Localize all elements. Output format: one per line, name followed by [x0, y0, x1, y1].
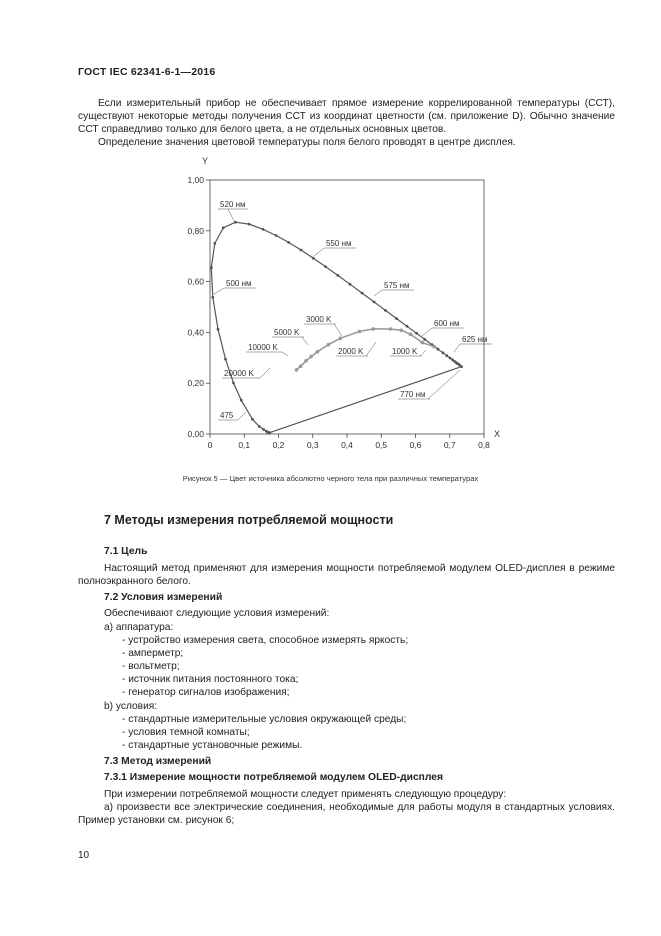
- list-item: - вольтметр;: [122, 661, 180, 672]
- series-point: [442, 351, 445, 354]
- series-point: [299, 364, 303, 368]
- conditions-list: [122, 713, 406, 752]
- intro-paragraph-2: Определение значения цветовой температуры поля белого проводят в центре дисплея.: [98, 137, 516, 148]
- series-point: [371, 327, 375, 331]
- label-575-text: 575 нм: [384, 281, 410, 290]
- document-id: ГОСТ IEC 62341-6-1—2016: [78, 66, 216, 78]
- label-575-leader: [374, 290, 382, 296]
- x-tick-label: 0,8: [478, 440, 490, 450]
- x-tick-label: 0,4: [341, 440, 353, 450]
- section-7-3-1-item-a: a) произвести все электрические соединения, необходимые для работы модуля в стандартных условиях. Пример установки см. рисунок 6;: [78, 802, 615, 827]
- series-point: [316, 350, 320, 354]
- label-2000k-leader: [366, 342, 376, 356]
- label-10000k: [246, 343, 288, 356]
- series-point: [234, 221, 237, 224]
- series-point: [437, 348, 440, 351]
- series-point: [336, 274, 339, 277]
- label-520-leader: [228, 209, 234, 221]
- series-point: [222, 226, 225, 229]
- label-600-leader: [422, 328, 432, 336]
- label-475-leader: [238, 412, 246, 420]
- plot-frame: [210, 180, 484, 434]
- x-axis-ticks: [208, 434, 491, 450]
- series-point: [248, 223, 251, 226]
- series-point: [349, 283, 352, 286]
- x-axis-label: X: [494, 429, 501, 439]
- label-1000k: [390, 347, 426, 356]
- label-20000k-text: 20000 K: [224, 369, 254, 378]
- series-point: [339, 337, 343, 341]
- label-520-text: 520 нм: [220, 200, 246, 209]
- series-point: [275, 234, 278, 237]
- section-7-2-a: a) аппаратура:: [104, 622, 174, 633]
- y-tick-label: 0,20: [187, 378, 204, 389]
- section-7-3-title: 7.3 Метод измерений: [104, 756, 212, 767]
- equipment-list: [122, 634, 408, 699]
- y-tick-label: 0,60: [187, 276, 204, 287]
- section-7-2-intro: Обеспечивают следующие условия измерений:: [104, 608, 330, 619]
- series-point: [251, 418, 254, 421]
- label-550-text: 550 нм: [326, 239, 352, 248]
- y-axis-label: Y: [202, 156, 209, 166]
- section-7-1-text: Настоящий метод применяют для измерения мощности потребляемой модулем OLED-дисплея в режиме полноэкранного белого.: [78, 563, 615, 588]
- series-point: [327, 343, 331, 347]
- series-point: [265, 430, 268, 433]
- series-point: [415, 332, 418, 335]
- list-item: - условия темной комнаты;: [122, 727, 250, 738]
- figure-caption: Рисунок 5 — Цвет источника абсолютно черного тела при различных температурах: [182, 474, 479, 483]
- series-point: [295, 368, 299, 372]
- label-2000k: [336, 342, 376, 356]
- series-point: [445, 354, 448, 357]
- y-tick-label: 0,80: [187, 225, 204, 236]
- series-point: [389, 327, 393, 331]
- section-7-title: 7 Методы измерения потребляемой мощности: [104, 513, 394, 527]
- list-item: - стандартные установочные режимы.: [122, 740, 303, 751]
- label-770: [398, 370, 460, 399]
- series-point: [262, 428, 265, 431]
- series-point: [211, 296, 214, 299]
- series-point: [304, 359, 308, 363]
- series-point: [217, 328, 220, 331]
- series-point: [409, 332, 413, 336]
- label-1000k-text: 1000 K: [392, 347, 418, 356]
- series-point: [373, 301, 376, 304]
- series-point: [258, 425, 261, 428]
- page-number: 10: [78, 850, 90, 861]
- series-point: [262, 228, 265, 231]
- section-7-3-1-intro: При измерении потребляемой мощности следует применять следующую процедуру:: [104, 789, 507, 800]
- label-500-leader: [214, 288, 224, 294]
- label-550-leader: [314, 248, 324, 256]
- label-2000k-text: 2000 K: [338, 347, 364, 356]
- label-475: [218, 411, 246, 420]
- label-625-text: 625 нм: [462, 335, 488, 344]
- list-item: - источник питания постоянного тока;: [122, 674, 299, 685]
- series-point: [287, 241, 290, 244]
- section-7-2-b: b) условия:: [104, 701, 158, 712]
- label-3000k-text: 3000 K: [306, 315, 332, 324]
- label-20000k-leader: [260, 368, 270, 378]
- cie-chromaticity-chart: [150, 150, 510, 460]
- x-tick-label: 0,5: [375, 440, 388, 450]
- label-600-text: 600 нм: [434, 319, 460, 328]
- label-770-text: 770 нм: [400, 390, 426, 399]
- series-point: [309, 355, 313, 359]
- series-point: [406, 325, 409, 328]
- series-point: [395, 317, 398, 320]
- label-500-text: 500 нм: [226, 279, 252, 288]
- list-item: - генератор сигналов изображения;: [122, 687, 290, 698]
- label-3000k-leader: [334, 324, 342, 336]
- list-item: - стандартные измерительные условия окружающей среды;: [122, 714, 407, 725]
- series-point: [210, 266, 213, 269]
- series-point: [232, 382, 235, 385]
- label-10000k-leader: [282, 352, 288, 356]
- y-axis-ticks: [187, 175, 210, 439]
- series-point: [449, 357, 452, 360]
- label-10000k-text: 10000 K: [248, 343, 278, 352]
- series-point: [384, 309, 387, 312]
- label-20000k: [222, 368, 270, 378]
- label-475-text: 475: [220, 411, 234, 420]
- series-point: [300, 249, 303, 252]
- label-500: [214, 279, 256, 294]
- label-625: [454, 335, 492, 352]
- series-point: [358, 330, 362, 334]
- label-1000k-leader: [420, 350, 426, 356]
- x-tick-label: 0,2: [272, 440, 285, 450]
- label-600: [422, 319, 464, 336]
- x-tick-label: 0,6: [409, 440, 422, 450]
- label-770-leader: [428, 370, 460, 399]
- section-7-2-title: 7.2 Условия измерений: [104, 592, 223, 603]
- series-point: [224, 358, 227, 361]
- intro-paragraph-1: Если измерительный прибор не обеспечивает прямое измерение коррелированной температуры (ССТ), существуют некоторые методы получения ССТ из координат цветности (см. приложение D). Обычно значение ССТ справедливо только для белого цвета, а не отдельных основных цветов.: [78, 98, 615, 136]
- x-tick-label: 0,3: [306, 440, 319, 450]
- y-tick-label: 0,00: [187, 429, 204, 439]
- label-3000k: [304, 315, 342, 336]
- section-7-1-title: 7.1 Цель: [104, 546, 148, 557]
- label-520: [218, 200, 248, 221]
- series-point: [240, 399, 243, 402]
- label-5000k-text: 5000 K: [274, 328, 300, 337]
- list-item: - амперметр;: [122, 648, 184, 659]
- series-point: [361, 292, 364, 295]
- series-point: [432, 345, 436, 349]
- series-point: [312, 257, 315, 260]
- series-point: [421, 341, 425, 345]
- series-point: [213, 242, 216, 245]
- x-tick-label: 0,7: [443, 440, 456, 450]
- series-point: [423, 338, 426, 341]
- section-7-3-1-title: 7.3.1 Измерение мощности потребляемой модулем OLED-дисплея: [104, 772, 444, 783]
- y-tick-label: 0,40: [187, 327, 204, 338]
- label-5000k-leader: [302, 337, 308, 345]
- series-point: [400, 329, 404, 333]
- x-tick-label: 0: [207, 440, 213, 450]
- label-550: [314, 239, 356, 256]
- label-625-leader: [454, 344, 460, 352]
- x-tick-label: 0,1: [238, 440, 251, 450]
- series-point: [324, 265, 327, 268]
- series-line: [270, 367, 462, 433]
- y-tick-label: 1,00: [187, 175, 204, 185]
- list-item: - устройство измерения света, способное измерять яркость;: [122, 635, 409, 646]
- annotation-layer: [214, 200, 492, 420]
- label-575: [374, 281, 414, 296]
